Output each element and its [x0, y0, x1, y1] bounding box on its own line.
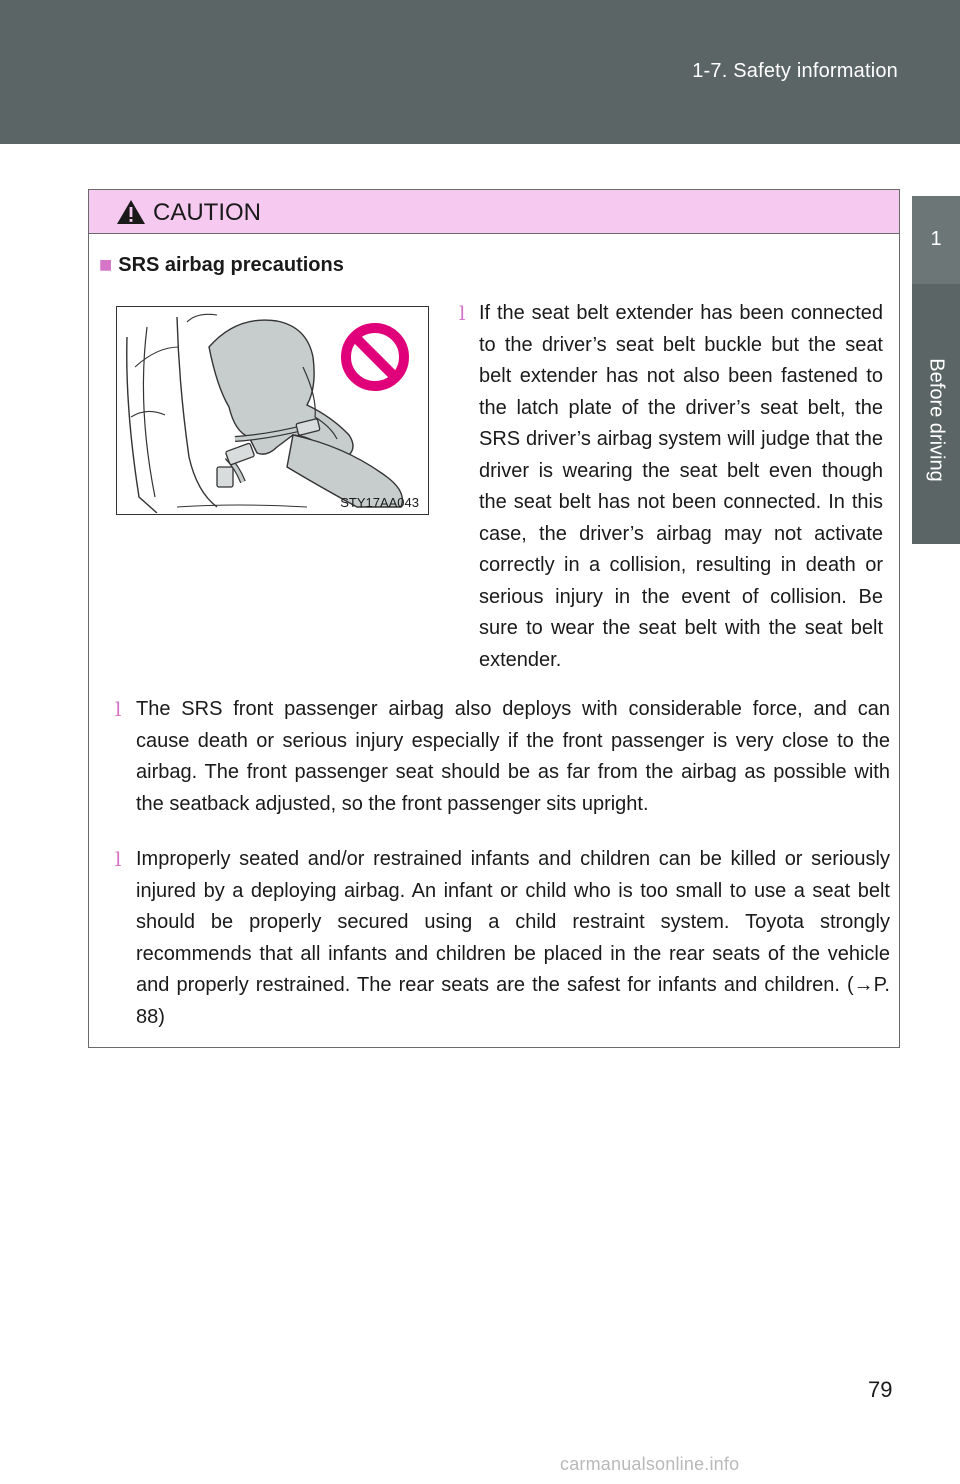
chapter-label: Before driving	[925, 358, 948, 482]
warning-triangle-icon	[115, 198, 147, 226]
illustration-drawing	[117, 307, 427, 513]
seat-belt-extender-illustration	[116, 306, 429, 515]
chapter-number: 1	[930, 228, 942, 250]
illustration-code: STY17AA043	[340, 495, 419, 510]
section-title: 1-7. Safety information	[692, 60, 898, 82]
caution-item-extender: If the seat belt extender has been connected to the driver’s seat belt buckle but the seat belt extender has not also been fastened to the latch plate of the driver’s seat belt, the SRS driver’s airbag system will judge that the driver is wearing the seat belt even though the seat belt has not been connected. In this case, the driver’s airbag may not activate correctly in a collision, resulting in death or serious injury in the event of collision. Be sure to wear the seat belt with the seat belt extender.	[479, 302, 883, 671]
header-band	[0, 0, 960, 144]
subheading-text: SRS airbag precautions	[118, 254, 344, 276]
caution-title: CAUTION	[153, 199, 261, 226]
bullet-icon: l	[115, 847, 122, 871]
caution-header	[89, 190, 899, 234]
watermark: carmanualsonline.info	[560, 1454, 740, 1474]
caution-item-children: Improperly seated and/or restrained infants and children can be killed or seriously injured by a deploying airbag. An infant or child who is too small to use a seat belt should be properly secured using a child restraint system. Toyota strongly recommends that all infants and children be placed in the rear seats of the vehicle and properly restrained. The rear seats are the safest for infants and children. (→P. 88)	[136, 848, 890, 1028]
square-bullet-icon: ■	[99, 257, 113, 273]
subheading	[99, 254, 344, 277]
bullet-icon: l	[459, 301, 466, 325]
caution-box	[88, 189, 900, 1048]
page-number: 79	[868, 1377, 893, 1402]
caution-item-passenger-airbag: The SRS front passenger airbag also deploys with considerable force, and can cause death or serious injury especially if the front passenger is very close to the airbag. The front passenger seat should be as far from the airbag as possible with the seatback adjusted, so the front passenger sits upright.	[136, 698, 890, 815]
bullet-icon: l	[115, 697, 122, 721]
